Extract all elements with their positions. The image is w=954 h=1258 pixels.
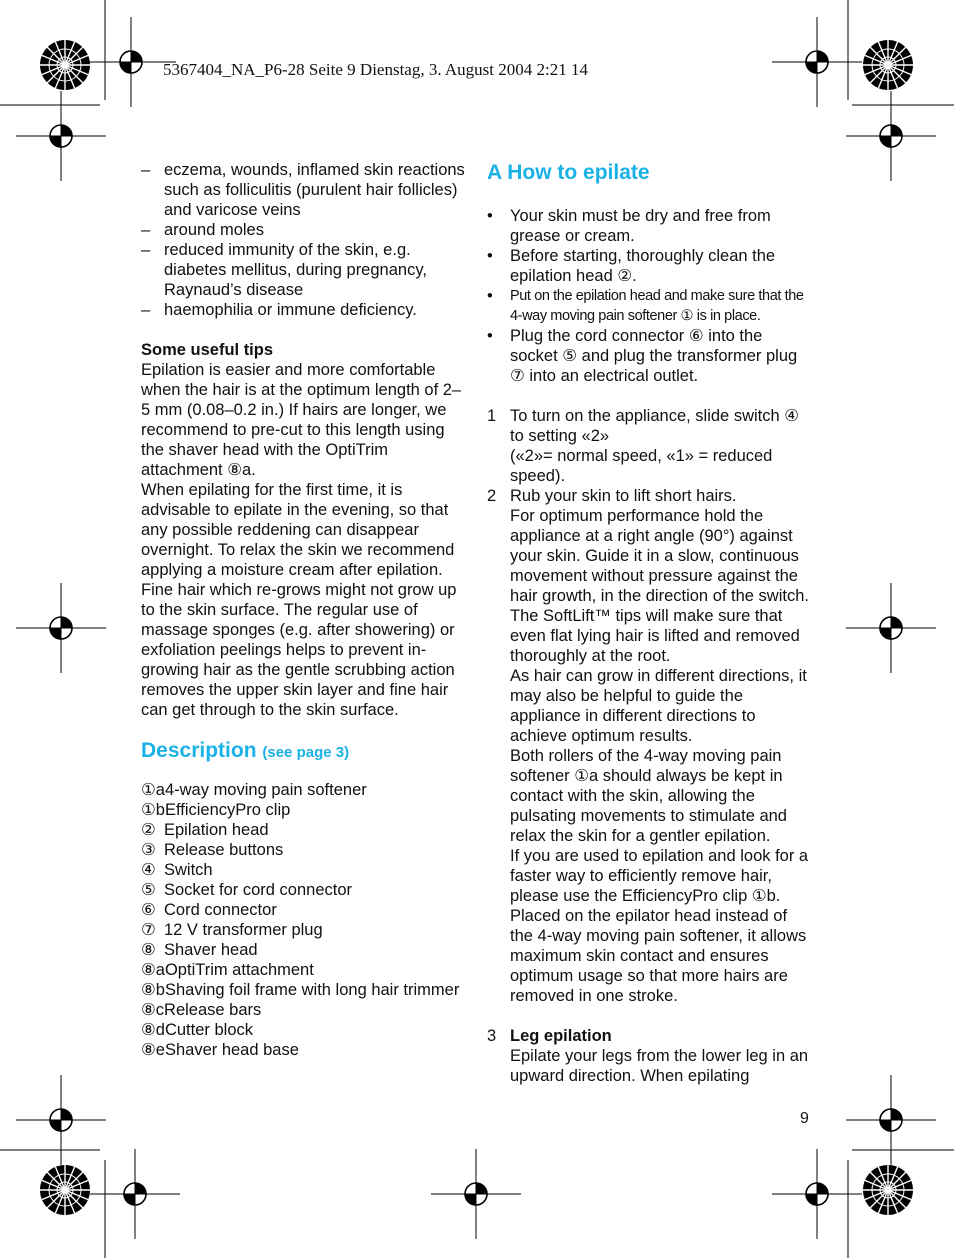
description-heading [141, 738, 467, 766]
contraindication-list [141, 160, 467, 320]
list-item: ③ Release buttons [141, 841, 284, 859]
registration-mark-icon [431, 1149, 521, 1239]
list-item: ⑤ Socket for cord connector [141, 881, 353, 899]
registration-mark-icon [846, 583, 936, 673]
step-3: 3 Leg epilation Epilate your legs from the lower leg in an upward direction. When epilating [487, 1026, 813, 1086]
list-item: ⑧ Shaver head [141, 941, 258, 959]
how-to-epilate-heading: A How to epilate [487, 161, 650, 184]
preparation-list [487, 206, 813, 386]
list-item: ⑧e Shaver head base [141, 1041, 299, 1059]
step-2: 2 Rub your skin to lift short hairs. For optimum performance hold the appliance at a right angle (90°) against your skin. Guide it in a slow, continuous movement without pressure against the hair growth, in the direction of the switch. The SoftLift™ tips will make sure that even flat lying hair is lifted and removed thoroughly at the root. As hair can grow in different directions, it may also be helpful to guide the appliance in different directions to achieve optimum results. Both rollers of the 4-way moving pain softener ①a should always be kept in contact with the skin, allowing the pulsating movements to stimulate and relax the skin for a gentler epilation. If you are used to epilation and look for a faster way to efficiently remove hair, please use the EfficiencyPro clip ①b. Placed on the epilator head instead of the 4-way moving pain softener, it allows maximum skin contact and ensures optimum usage so that more hairs are removed in one stroke. [487, 487, 809, 1005]
list-item: ⑦ 12 V transformer plug [141, 921, 323, 939]
list-item: – haemophilia or immune deficiency. [141, 301, 417, 319]
registration-mark-icon [90, 1149, 180, 1239]
star-target-icon [40, 40, 90, 90]
star-target-icon [863, 1165, 913, 1215]
star-target-icon [40, 1165, 90, 1215]
list-item: • Before starting, thoroughly clean the epilation head ②. [487, 247, 776, 285]
list-item: • Put on the epilation head and make sure that the 4-way moving pain softener ① is in place. [487, 287, 804, 324]
step-1: 1 To turn on the appliance, slide switch ④ to setting «2» («2»= normal speed, «1» = reduced speed). [487, 407, 800, 485]
parts-list [141, 780, 467, 1060]
registration-mark-icon [16, 1075, 106, 1165]
tips-paragraph: Epilation is easier and more comfortable when the hair is at the optimum length of 2–5 mm (0.08–0.2 in.) If hairs are longer, we recommend to pre-cut to this length using the shaver head with the OptiTrim attachment ⑧a. [141, 361, 462, 479]
list-item: ② Epilation head [141, 821, 269, 839]
list-item: • Plug the cord connector ⑥ into the socket ⑤ and plug the transformer plug ⑦ into an electrical outlet. [487, 327, 798, 385]
list-item: ⑧a OptiTrim attachment [141, 961, 314, 979]
list-item: ⑧d Cutter block [141, 1021, 254, 1039]
registration-mark-icon [16, 583, 106, 673]
right-column [487, 160, 813, 1086]
list-item: ⑧c Release bars [141, 1001, 262, 1019]
page-number: 9 [800, 1110, 809, 1127]
tips-heading: Some useful tips [141, 341, 274, 359]
leg-epilation-heading: Leg epilation [510, 1027, 612, 1045]
description-title: Description [141, 739, 257, 762]
list-item: – around moles [141, 221, 264, 239]
registration-mark-icon [846, 1075, 936, 1165]
list-item: ⑥ Cord connector [141, 901, 277, 919]
left-column [141, 160, 467, 1060]
description-page-ref: (see page 3) [262, 744, 350, 761]
list-item: ④ Switch [141, 861, 213, 879]
list-item: ⑧b Shaving foil frame with long hair trimmer [141, 981, 460, 999]
list-item: ①b EfficiencyPro clip [141, 801, 291, 819]
list-item: – reduced immunity of the skin, e.g. diabetes mellitus, during pregnancy, Raynaud’s disease [141, 241, 427, 299]
list-item: – eczema, wounds, inflamed skin reactions such as folliculitis (purulent hair follicles) and varicose veins [141, 161, 465, 219]
tips-paragraph: When epilating for the first time, it is advisable to epilate in the evening, so that any possible reddening can disappear overnight. To relax the skin we recommend applying a moisture cream after epilation. Fine hair which re-grows might not grow up to the skin surface. The regular use of massage sponges (e.g. after showering) or exfoliation peelings helps to prevent in-growing hair as the gentle scrubbing action removes the upper skin layer and fine hair can get through to the skin surface. [141, 481, 457, 719]
print-slug: 5367404_NA_P6-28 Seite 9 Dienstag, 3. August 2004 2:21 14 [163, 60, 588, 79]
star-target-icon [863, 40, 913, 90]
list-item: • Your skin must be dry and free from grease or cream. [487, 207, 771, 245]
list-item: ①a 4-way moving pain softener [141, 781, 367, 799]
